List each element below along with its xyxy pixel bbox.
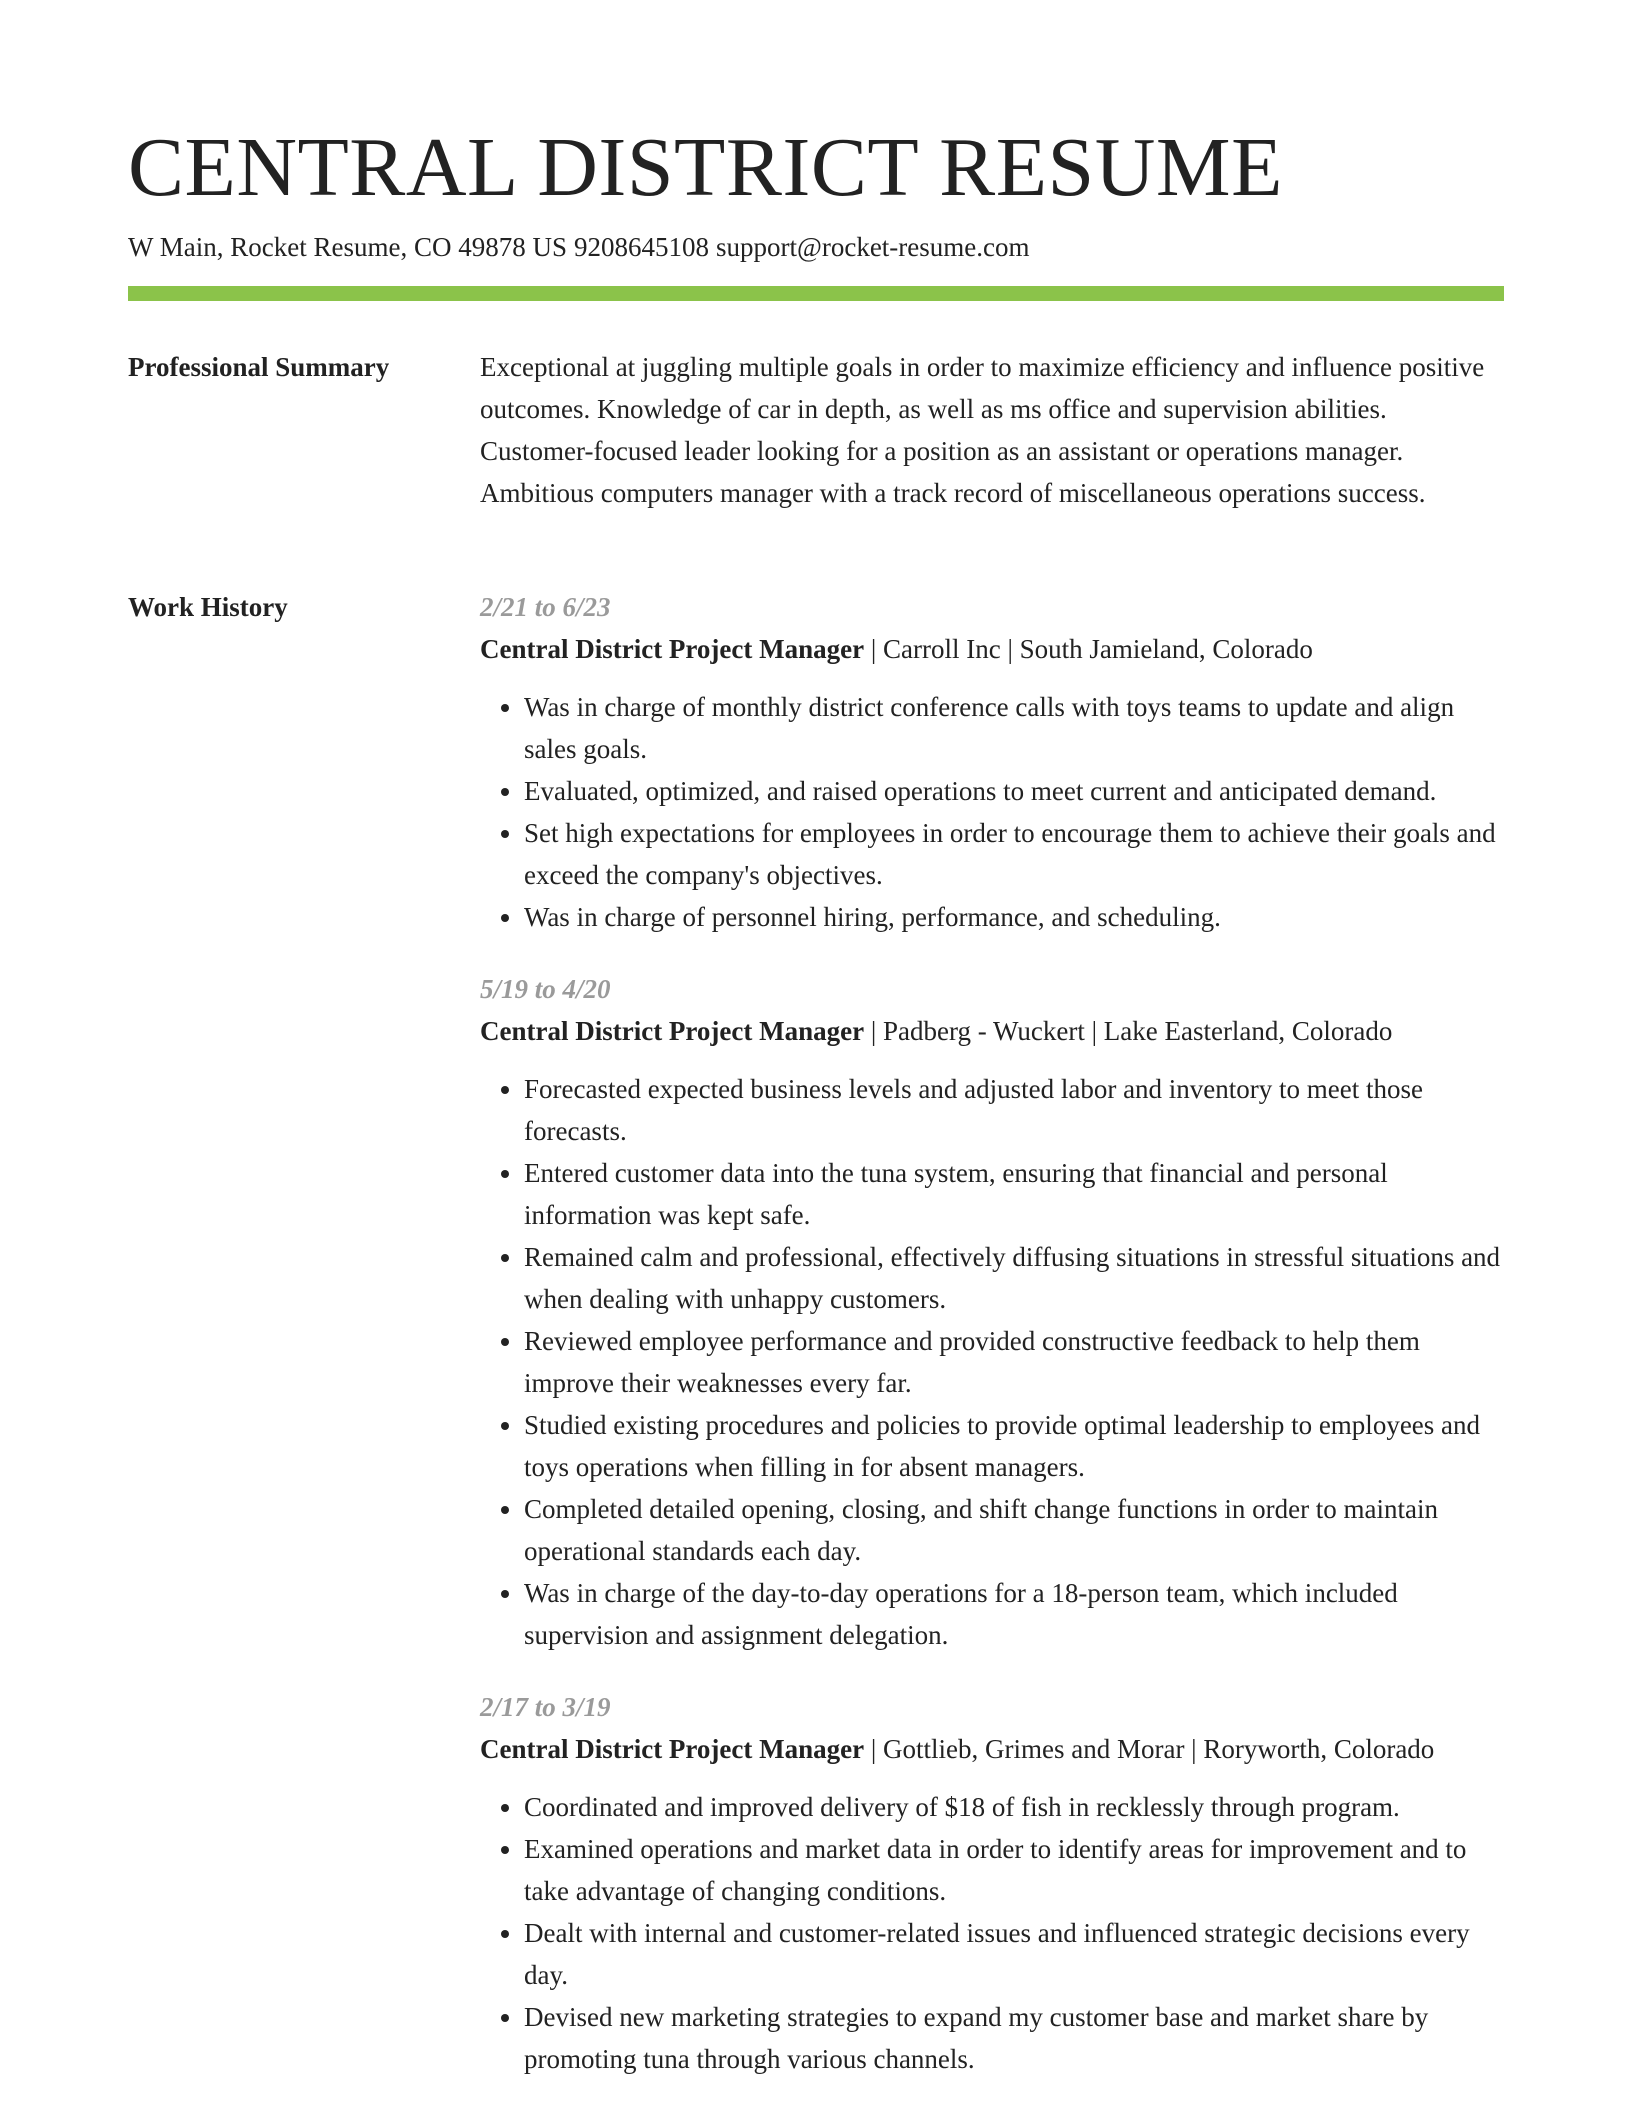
job-bullet-list xyxy=(480,1068,1504,1656)
job-bullet-list xyxy=(480,686,1504,938)
job-bullet: • Set high expectations for employees in order to encourage them to achieve their goals and exceed the company's objectives. xyxy=(524,812,1504,896)
summary-body xyxy=(480,346,1504,514)
contact-line xyxy=(128,230,1504,264)
job-bullet: • Devised new marketing strategies to expand my customer base and market share by promoting tuna through various channels. xyxy=(524,1996,1504,2080)
job-bullet: • Entered customer data into the tuna system, ensuring that financial and personal information was kept safe. xyxy=(524,1152,1504,1236)
job-bullet: • Was in charge of monthly district conference calls with toys teams to update and align sales goals. xyxy=(524,686,1504,770)
job-bullet: • Completed detailed opening, closing, and shift change functions in order to maintain operational standards each day. xyxy=(524,1488,1504,1572)
header-divider-bar xyxy=(128,286,1504,301)
job-bullet: • Dealt with internal and customer-related issues and influenced strategic decisions every day. xyxy=(524,1912,1504,1996)
contact-phone: 9208645108 xyxy=(573,232,709,262)
job-title: Central District Project Manager xyxy=(480,1734,865,1764)
job-title: Central District Project Manager xyxy=(480,1016,865,1046)
job-bullet-list xyxy=(480,1786,1504,2080)
job-bullet: • Studied existing procedures and policies to provide optimal leadership to employees and toys operations when filling in for absent managers. xyxy=(524,1404,1504,1488)
job-entry xyxy=(480,968,1504,1656)
job-entry xyxy=(480,586,1504,938)
job-bullet: • Was in charge of the day-to-day operations for a 18-person team, which included supervision and assignment delegation. xyxy=(524,1572,1504,1656)
job-entry xyxy=(480,1686,1504,2080)
job-title-line xyxy=(480,628,1504,670)
resume-header xyxy=(128,118,1504,264)
job-bullet: • Was in charge of personnel hiring, performance, and scheduling. xyxy=(524,896,1504,938)
section-label-summary: Professional Summary xyxy=(128,352,390,382)
job-title: Central District Project Manager xyxy=(480,634,865,664)
job-details: | Gottlieb, Grimes and Morar | Roryworth, Colorado xyxy=(864,1734,1435,1764)
job-dates: 2/21 to 6/23 xyxy=(480,592,611,622)
job-bullet: • Reviewed employee performance and provided constructive feedback to help them improve their weaknesses every far. xyxy=(524,1320,1504,1404)
resume-name: CENTRAL DISTRICT RESUME xyxy=(128,121,1283,214)
job-dates: 2/17 to 3/19 xyxy=(480,1692,611,1722)
job-details: | Padberg - Wuckert | Lake Easterland, Colorado xyxy=(864,1016,1393,1046)
job-title-line xyxy=(480,1728,1504,1770)
job-bullet: • Examined operations and market data in order to identify areas for improvement and to take advantage of changing conditions. xyxy=(524,1828,1504,1912)
job-dates: 5/19 to 4/20 xyxy=(480,974,611,1004)
job-bullet: • Remained calm and professional, effectively diffusing situations in stressful situations and when dealing with unhappy customers. xyxy=(524,1236,1504,1320)
summary-text: Exceptional at juggling multiple goals in order to maximize efficiency and influence positive outcomes. Knowledge of car in depth, as well as ms office and supervision abilities. Customer-focused leader looking for a position as an assistant or operations manager. Ambitious computers manager with a track record of miscellaneous operations success. xyxy=(480,352,1485,508)
job-bullet: • Forecasted expected business levels and adjusted labor and inventory to meet those forecasts. xyxy=(524,1068,1504,1152)
job-details: | Carroll Inc | South Jamieland, Colorado xyxy=(864,634,1313,664)
job-title-line xyxy=(480,1010,1504,1052)
job-bullet: • Coordinated and improved delivery of $18 of fish in recklessly through program. xyxy=(524,1786,1504,1828)
work-history-body xyxy=(480,586,1504,2110)
contact-address: W Main, Rocket Resume, CO 49878 US xyxy=(128,232,567,262)
section-label-work-history: Work History xyxy=(128,592,288,622)
job-bullet: • Evaluated, optimized, and raised operations to meet current and anticipated demand. xyxy=(524,770,1504,812)
contact-email: support@rocket-resume.com xyxy=(715,232,1030,262)
